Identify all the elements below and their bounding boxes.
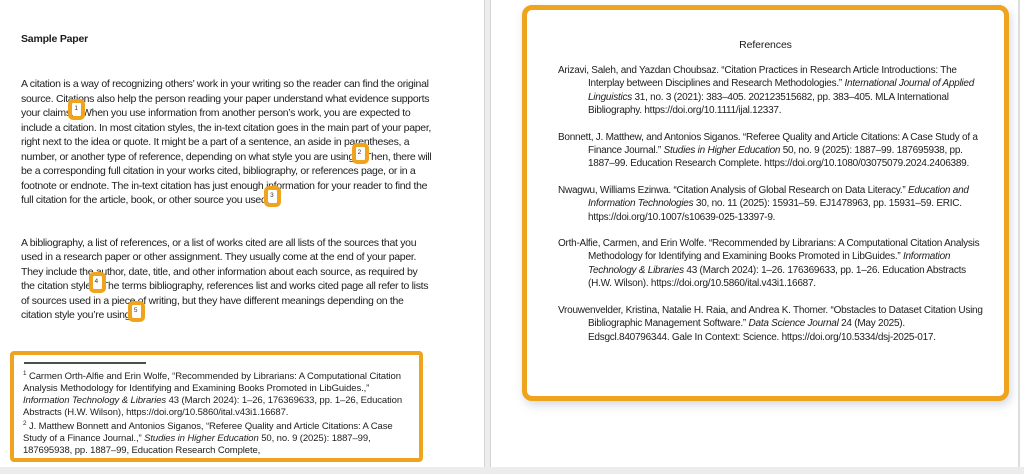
- citation-marker-highlight: [269, 194, 275, 203]
- text-run: Then, there will be a corresponding full citation in your works cited, bibliography, or references page, or in a footnote or endnote. The in-text citation has just enough information for your reader to find the full citation for the article, book, or other source you used.: [21, 150, 432, 206]
- reference-entry: [558, 184, 988, 224]
- text-run: A bibliography, a list of references, or a list of works cited are all lists of the sources that you used in a research paper or other assignment. They usually come at the end of your paper. They include the author, date, title, and other information about each source, as required by the citation style.: [21, 236, 418, 292]
- text-run: 30, no. 11 (2025): 15931–59. EJ1478963, pp. 15931–59. ERIC. https://doi.org/10.1007/s10639-025-13397-9.: [588, 198, 962, 223]
- citation-marker-highlight: [357, 148, 363, 160]
- footnote-separator-line: [24, 362, 146, 364]
- text-run: 43 (March 2024): 1–26. 176369633, pp. 1–26. Education Abstracts (H.W. Wilson). https://doi.org/10.5860/ital.v43i1.16687.: [588, 264, 966, 290]
- footnote-number: 2: [23, 420, 27, 428]
- text-run: Nwagwu, Williams Ezinwa. “Citation Analysis of Global Research on Data Literacy.”: [558, 184, 909, 196]
- references-container: [527, 64, 1004, 344]
- page-edge-line: [1018, 0, 1020, 474]
- journal-title-italic: International Journal of Applied Linguistics: [588, 78, 975, 103]
- text-run: Arizavi, Saleh, and Yazdan Choubsaz. “Citation Practices in Research Article Introductions: The Interplay between Disciplines and Research Methodologies.”: [558, 65, 957, 90]
- right-page-references: [491, 0, 1018, 474]
- citation-superscript: 3: [270, 192, 274, 199]
- text-run: Bonnett, J. Matthew, and Antonios Siganos. “Referee Quality and Article Citations: A Case Study of a Finance Journal.”: [558, 131, 978, 157]
- reference-entry: [558, 131, 988, 171]
- journal-title-italic: Information Technology & Libraries: [23, 394, 167, 406]
- page-title: Sample Paper: [21, 33, 89, 45]
- text-run: Carmen Orth-Alfie and Erin Wolfe, “Recommended by Librarians: A Computational Citation Analysis Methodology for Identifying and Examining Books Promoted in LibGuides.,”: [23, 371, 401, 394]
- reference-entry: [558, 237, 988, 291]
- text-run: 24 (May 2025). Edsgcl.840796344. Gale In Context: Science. https://doi.org/10.5334/dsj-2025-017.: [588, 318, 936, 343]
- body-paragraph: [21, 77, 433, 208]
- footnotes-highlight-box: [10, 351, 423, 462]
- citation-marker-highlight: [73, 107, 79, 116]
- background-strip: [0, 467, 1024, 474]
- reference-entry: [558, 64, 988, 118]
- text-run: 43 (March 2024): 1–26, 176369633, pp. 1–26, Education Abstracts (H.W. Wilson), https://doi.org/10.5860/ital.v43i1.16687.: [23, 394, 403, 418]
- text-run: A citation is a way of recognizing others’ work in your writing so the reader can find the original source. Citations also help the person reading your paper understand what evidence supports your claims.: [21, 78, 430, 119]
- text-run: Orth-Alfie, Carmen, and Erin Wolfe. “Recommended by Librarians: A Computational Citation Analysis Methodology for Identifying and Examining Books Promoted in LibGuides.”: [558, 238, 980, 263]
- journal-title-italic: Data Science Journal: [748, 318, 839, 330]
- text-run: 50, no. 9 (2025): 1887–99. 187695938, pp. 1887–99. Education Research Complete. https://doi.org/10.1080/03075079.2024.2406389.: [588, 145, 969, 170]
- text-run: 31, no. 3 (2021): 383–405. 202123515682, pp. 383–405. MLA International Bibliography. https://doi.org/10.1111/ijal.12337.: [588, 91, 949, 117]
- citation-superscript: 5: [133, 307, 138, 314]
- citation-marker-highlight: [94, 280, 100, 289]
- text-run: When you use information from another person’s work, you are expected to include a citation. In most citation styles, the in-text citation goes in the main part of your paper, right next to the idea or quote. It might be a part of a sentence, an aside in parentheses, a number, or another type of reference, depending on what style you are using.: [21, 107, 432, 163]
- footnotes-container: [23, 368, 410, 457]
- references-highlight-box: [522, 5, 1009, 401]
- footnote-number: 1: [23, 370, 27, 377]
- text-run: J. Matthew Bonnett and Antonios Siganos, “Referee Quality and Article Citations: A Case Study of a Finance Journal.,”: [23, 421, 393, 445]
- left-page-sample-paper: [0, 0, 484, 474]
- footnote-entry: [23, 368, 410, 418]
- reference-entry: [558, 304, 988, 344]
- text-run: The terms bibliography, references list and works cited page all refer to lists of sources used in a piece of writing, but they have different meanings depending on the citation style you’re using.: [21, 280, 429, 321]
- footnote-entry: [23, 418, 410, 457]
- references-title: References: [739, 39, 792, 51]
- journal-title-italic: Information Technology & Libraries: [588, 251, 951, 276]
- journal-title-italic: Studies in Higher Education: [144, 433, 259, 445]
- body-paragraph: [21, 236, 433, 323]
- citation-superscript: 1: [74, 105, 79, 112]
- paragraphs-container: [21, 77, 433, 351]
- citation-marker-highlight: [133, 309, 139, 318]
- page-divider: [484, 0, 491, 474]
- citation-superscript: 2: [357, 148, 362, 156]
- text-run: Vrouwenvelder, Kristina, Natalie H. Raia, and Andrea K. Thomer. “Obstacles to Dataset Citation Using Bibliographic Management Software.”: [558, 304, 983, 330]
- journal-title-italic: Education and Information Technologies: [588, 184, 969, 210]
- citation-superscript: 4: [94, 278, 99, 285]
- journal-title-italic: Studies in Higher Education: [663, 145, 781, 157]
- text-run: 50, no. 9 (2025): 1887–99, 187695938, pp. 1887–99, Education Research Complete,: [23, 433, 371, 457]
